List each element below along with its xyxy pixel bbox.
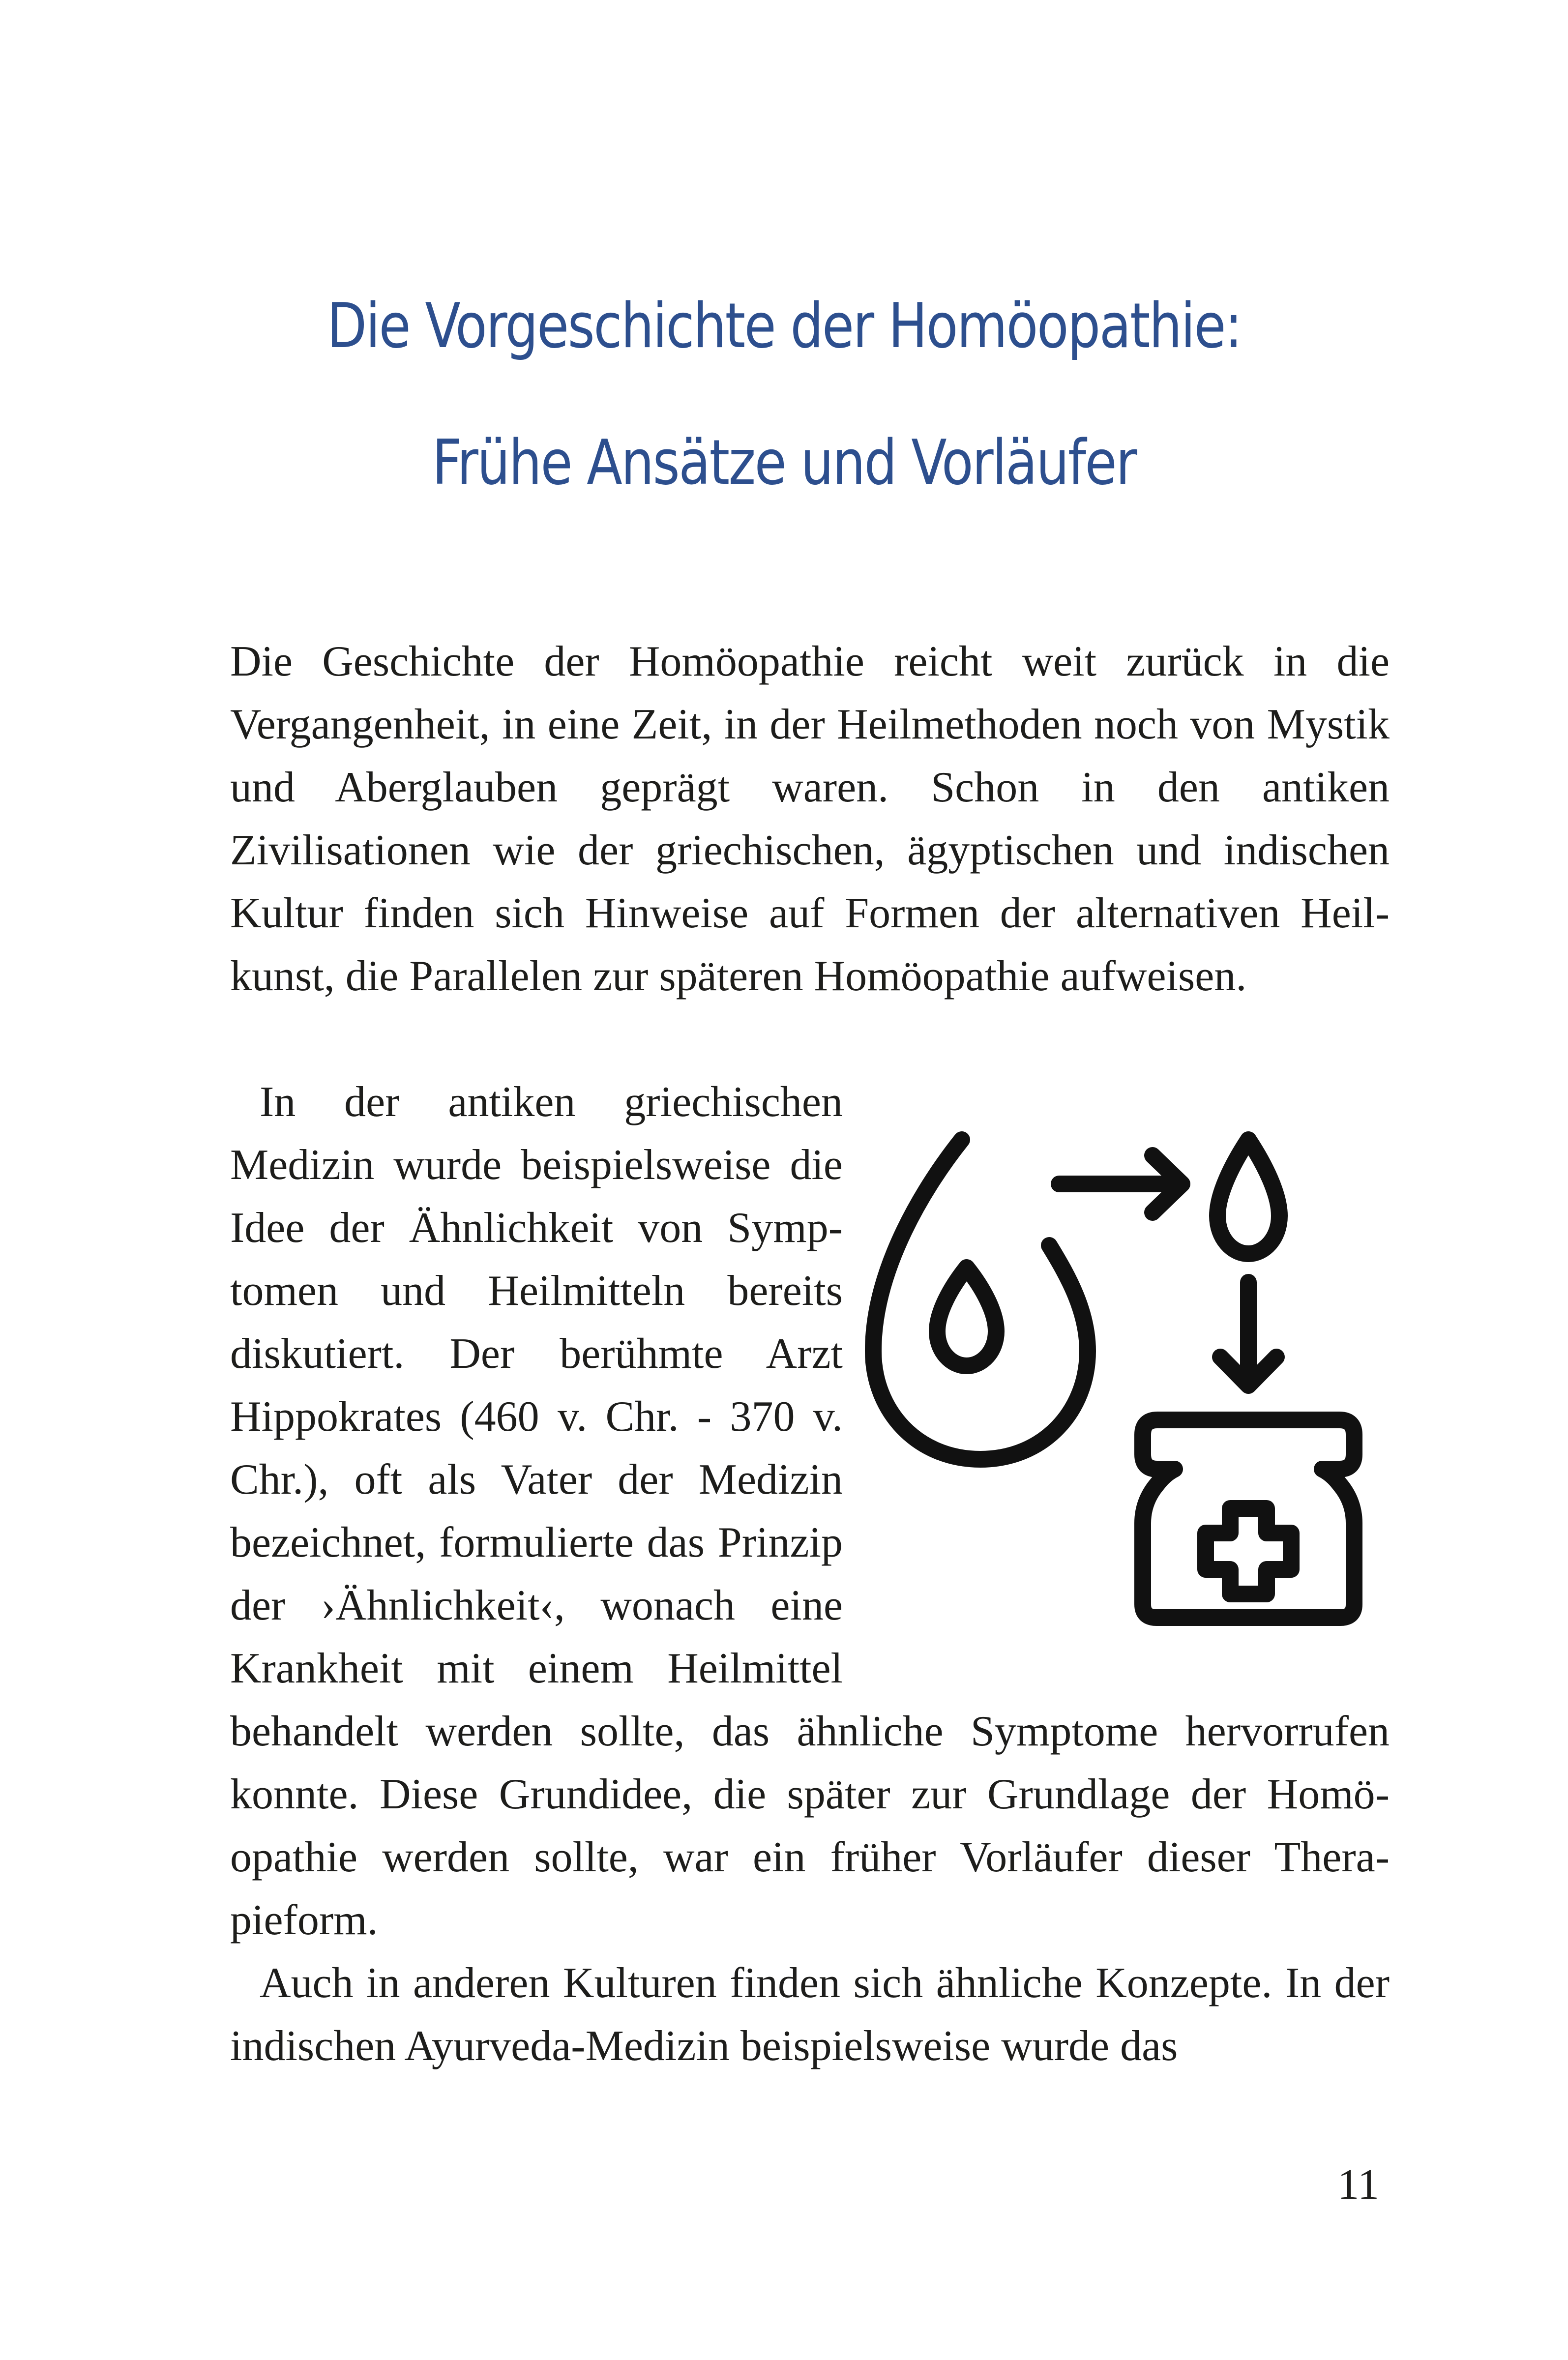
page-number: 11 [1337,2161,1379,2209]
body-paragraph-1 [230,630,1390,1008]
illustration-svg [862,1120,1390,1636]
body-paragraph-3 [230,1952,1390,2078]
small-inner-drop-icon [937,1268,996,1366]
homeopathy-illustration [862,1120,1390,1636]
chapter-title-line-2: Frühe Ansätze und Vorläufer [432,426,1136,499]
chapter-title-line-1: Die Vorgeschichte der Homöopathie: [326,290,1242,362]
paragraph-3-text: Auch in anderen Kulturen finden sich ähnliche Konzepte. In der indischen Ayurveda-Medizin beispielsweise wurde das [230,1959,1390,2070]
paragraph-text [230,1952,1390,2078]
paragraph-2-text: In der antiken griechischen Medizin wurde beispielsweise die Idee der Ähnlichkeit von Symptomen und Heilmitteln bereits diskutiert. Der berühmte Arzt Hippokrates (460 v. Chr. - 370 v. Chr.), oft als Vater der Medizin bezeichnet, formulierte das Prinzip der ›Ähnlichkeit‹, wonach eine Krankheit mit einem Heilmittel behandelt werden sollte, das ähnliche Symptome hervorrufen konnte. Diese Grundidee, die später zur Grundlage der Homöopathie werden sollte, war ein früher Vorläufer dieser Therapieform. [230,1078,1390,1944]
body-paragraph-2 [230,1071,1390,1952]
arrow-right-icon [1059,1155,1182,1212]
paragraph-text: Die Geschichte der Homöopathie reicht weit zurück in die Vergangenheit, in eine Zeit, in der Heilmethoden noch von Mystik und Aberglauben geprägt waren. Schon in den antiken Zivilisationen wie der griechischen, ägyptischen und indischen Kultur finden sich Hinweise auf Formen der alternativen Heilkunst, die Parallelen zur späteren Homöopathie aufweisen. [230,638,1390,1000]
plus-cross-icon [1206,1508,1291,1594]
arrow-down-icon [1220,1282,1276,1386]
small-drop-icon [1217,1140,1279,1254]
